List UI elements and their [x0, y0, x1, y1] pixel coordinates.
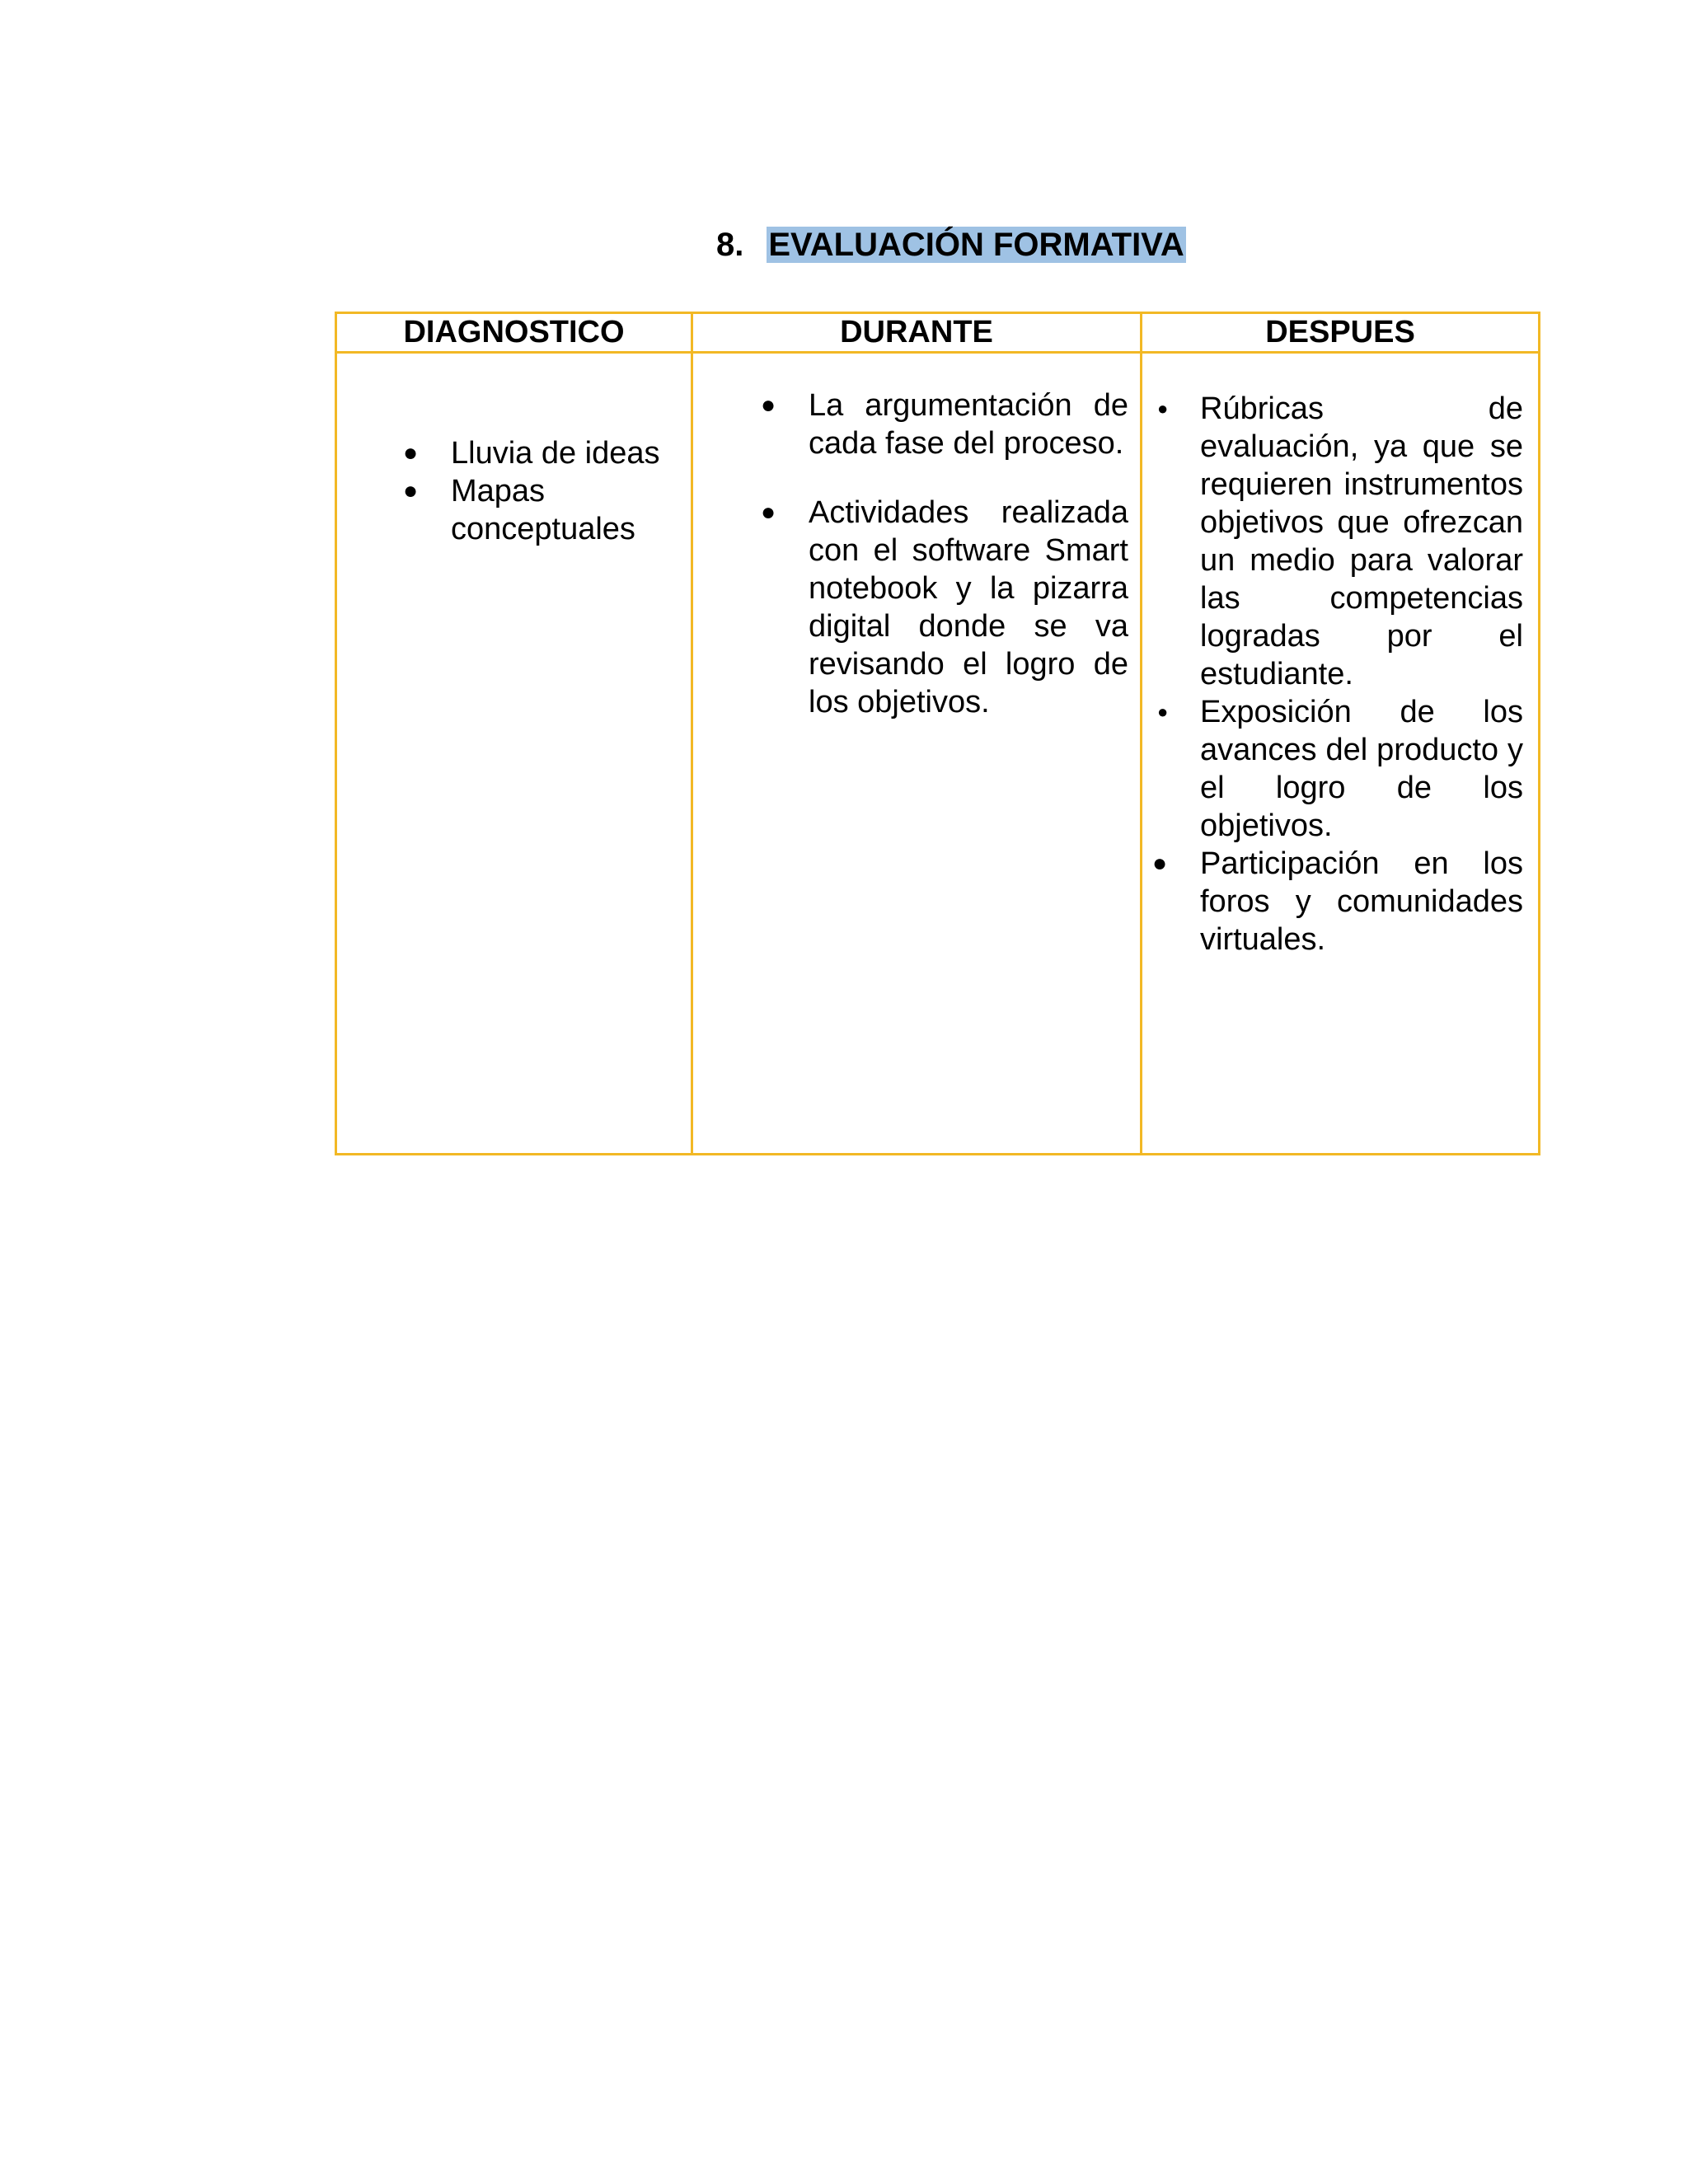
evaluation-table [335, 312, 1540, 1155]
list-item-text: La argumentación de cada fase del proceso. [809, 388, 1128, 461]
list-item [1152, 845, 1523, 958]
bullet-icon: ● [761, 499, 776, 526]
diagnostico-list [403, 434, 682, 548]
section-heading [716, 224, 1186, 265]
bullet-icon: ● [403, 439, 419, 466]
bullet-icon: ● [1157, 398, 1169, 419]
list-item-text: Lluvia de ideas [451, 436, 660, 471]
bullet-icon: ● [1152, 850, 1168, 877]
durante-list [761, 387, 1128, 721]
cell-despues [1142, 353, 1540, 1155]
table-body-row [336, 353, 1540, 1155]
list-item [403, 472, 682, 548]
list-item [1157, 390, 1523, 693]
section-number: 8. [716, 227, 744, 263]
list-item [761, 387, 1128, 462]
section-title: EVALUACIÓN FORMATIVA [768, 227, 1184, 263]
list-item [761, 494, 1128, 721]
header-durante: DURANTE [692, 313, 1142, 353]
bullet-icon: ● [761, 391, 776, 419]
list-item-text: Mapas conceptuales [451, 474, 635, 546]
cell-durante [692, 353, 1142, 1155]
despues-list [1152, 390, 1523, 958]
list-item [403, 434, 682, 472]
cell-diagnostico [336, 353, 692, 1155]
list-item-text: Actividades realizada con el software Smart notebook y la pizarra digital donde se va revisando el logro de los objetivos. [809, 495, 1128, 719]
list-item-text: Participación en los foros y comunidades virtuales. [1200, 846, 1523, 957]
list-item-text: Rúbricas de evaluación, ya que se requieren instrumentos objetivos que ofrezcan un medio para valorar las competencias logradas por el estudiante. [1200, 391, 1523, 691]
list-item-text: Exposición de los avances del producto y el logro de los objetivos. [1200, 695, 1523, 843]
header-diagnostico: DIAGNOSTICO [336, 313, 692, 353]
bullet-icon: ● [403, 477, 419, 504]
table-header-row [336, 313, 1540, 353]
bullet-icon: ● [1157, 701, 1169, 722]
list-item [1157, 693, 1523, 845]
header-despues: DESPUES [1142, 313, 1540, 353]
